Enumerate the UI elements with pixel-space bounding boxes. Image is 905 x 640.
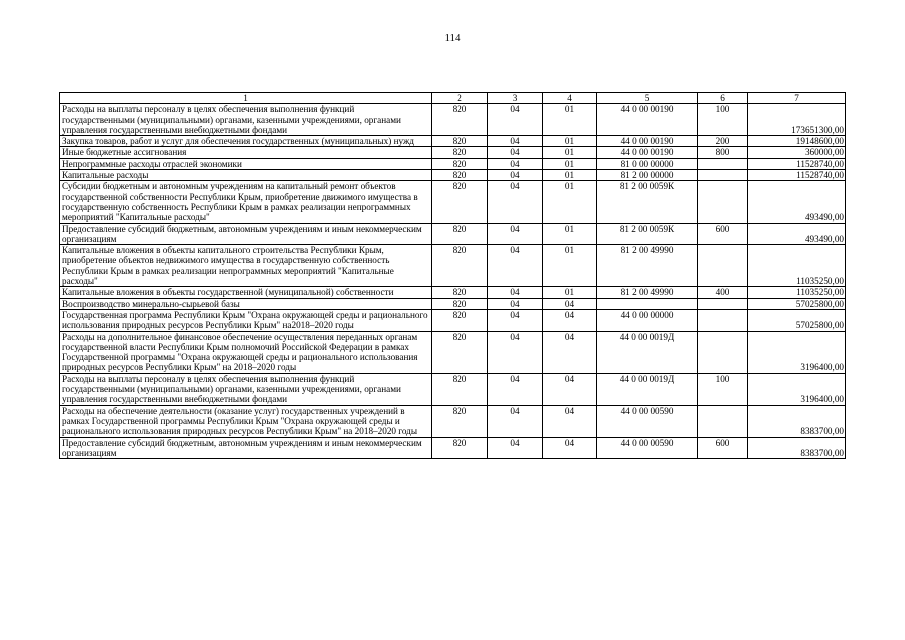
row-code-820: 820	[432, 309, 488, 331]
row-amount: 8383700,00	[748, 437, 846, 459]
row-subsection: 04	[543, 405, 597, 437]
table-row	[60, 309, 846, 331]
row-section: 04	[488, 437, 543, 459]
table-row	[60, 170, 846, 181]
row-code-820: 820	[432, 104, 488, 136]
row-amount: 57025800,00	[748, 298, 846, 309]
row-amount: 3196400,00	[748, 373, 846, 405]
row-subsection: 01	[543, 147, 597, 158]
row-description: Расходы на обеспечение деятельности (оказание услуг) государственных учреждений в рамках Государственной программы Республики Крым "Охрана окружающей среды и рационального использования природных ресурсов Республики Крым" на 2018–2020 годы	[60, 405, 432, 437]
row-subsection: 04	[543, 373, 597, 405]
row-type-code	[698, 405, 748, 437]
row-description: Непрограммные расходы отраслей экономики	[60, 158, 432, 169]
row-section: 04	[488, 405, 543, 437]
row-code-820: 820	[432, 181, 488, 223]
column-header: 4	[543, 93, 597, 104]
row-description: Воспроизводство минерально-сырьевой базы	[60, 298, 432, 309]
table-row	[60, 181, 846, 223]
row-subsection: 01	[543, 170, 597, 181]
row-code-820: 820	[432, 298, 488, 309]
row-description: Предоставление субсидий бюджетным, автономным учреждениям и иным некоммерческим организациям	[60, 223, 432, 245]
row-target-code: 81 2 00 0059К	[597, 223, 698, 245]
row-description: Расходы на дополнительное финансовое обеспечение осуществления переданных органам государственной власти Республики Крым полномочий Российской Федерации в рамках Государственной программы "Охрана окружающей среды и рационального использования природных ресурсов Республики Крым" на 2018–2020 годы	[60, 331, 432, 373]
row-section: 04	[488, 136, 543, 147]
row-section: 04	[488, 309, 543, 331]
row-code-820: 820	[432, 170, 488, 181]
table-row	[60, 223, 846, 245]
row-type-code: 100	[698, 373, 748, 405]
row-subsection: 01	[543, 223, 597, 245]
table-header-row	[60, 93, 846, 104]
row-subsection: 04	[543, 298, 597, 309]
row-target-code: 44 0 00 00000	[597, 309, 698, 331]
row-section: 04	[488, 104, 543, 136]
row-target-code: 44 0 00 00590	[597, 437, 698, 459]
row-section: 04	[488, 331, 543, 373]
row-amount: 11528740,00	[748, 158, 846, 169]
row-section: 04	[488, 373, 543, 405]
row-target-code: 44 0 00 0019Д	[597, 331, 698, 373]
row-amount: 8383700,00	[748, 405, 846, 437]
column-header: 6	[698, 93, 748, 104]
row-amount: 57025800,00	[748, 309, 846, 331]
row-type-code	[698, 170, 748, 181]
row-section: 04	[488, 245, 543, 287]
row-code-820: 820	[432, 287, 488, 298]
column-header: 3	[488, 93, 543, 104]
row-subsection: 04	[543, 437, 597, 459]
row-code-820: 820	[432, 158, 488, 169]
row-target-code: 81 2 00 49990	[597, 287, 698, 298]
row-code-820: 820	[432, 147, 488, 158]
row-type-code	[698, 298, 748, 309]
row-description: Расходы на выплаты персоналу в целях обеспечения выполнения функций государственными (муниципальными) органами, казенными учреждениями, органами управления государственными внебюджетными фондами	[60, 373, 432, 405]
row-description: Капитальные вложения в объекты государственной (муниципальной) собственности	[60, 287, 432, 298]
table-row	[60, 287, 846, 298]
row-target-code: 81 2 00 49990	[597, 245, 698, 287]
column-header: 5	[597, 93, 698, 104]
row-section: 04	[488, 223, 543, 245]
row-description: Государственная программа Республики Крым "Охрана окружающей среды и рационального использования природных ресурсов Республики Крым" на2018–2020 годы	[60, 309, 432, 331]
row-description: Иные бюджетные ассигнования	[60, 147, 432, 158]
table-row	[60, 405, 846, 437]
row-target-code: 44 0 00 00190	[597, 104, 698, 136]
row-target-code: 44 0 00 00190	[597, 136, 698, 147]
row-code-820: 820	[432, 437, 488, 459]
column-header: 2	[432, 93, 488, 104]
row-code-820: 820	[432, 245, 488, 287]
column-header: 1	[60, 93, 432, 104]
row-target-code: 44 0 00 0019Д	[597, 373, 698, 405]
row-target-code	[597, 298, 698, 309]
row-subsection: 01	[543, 104, 597, 136]
column-header: 7	[748, 93, 846, 104]
row-subsection: 01	[543, 181, 597, 223]
row-subsection: 01	[543, 287, 597, 298]
row-description: Капитальные вложения в объекты капитального строительства Республики Крым, приобретение объектов недвижимого имущества в государственную собственность Республики Крым в рамках реализации непрограммных мероприятий "Капитальные расходы"	[60, 245, 432, 287]
row-code-820: 820	[432, 223, 488, 245]
row-subsection: 01	[543, 136, 597, 147]
row-amount: 11035250,00	[748, 287, 846, 298]
table-row	[60, 373, 846, 405]
row-section: 04	[488, 298, 543, 309]
row-section: 04	[488, 287, 543, 298]
row-section: 04	[488, 147, 543, 158]
row-type-code: 200	[698, 136, 748, 147]
row-type-code	[698, 331, 748, 373]
row-description: Расходы на выплаты персоналу в целях обеспечения выполнения функций государственными (муниципальными) органами, казенными учреждениями, органами управления государственными внебюджетными фондами	[60, 104, 432, 136]
row-description: Субсидии бюджетным и автономным учреждениям на капитальный ремонт объектов государственной собственности Республики Крым, приобретение движимого имущества в государственную собственность Республики Крым в рамках реализации непрограммных мероприятий "Капитальные расходы"	[60, 181, 432, 223]
row-subsection: 04	[543, 331, 597, 373]
row-type-code	[698, 245, 748, 287]
row-type-code: 800	[698, 147, 748, 158]
row-subsection: 01	[543, 158, 597, 169]
budget-table	[59, 92, 846, 459]
row-code-820: 820	[432, 136, 488, 147]
row-type-code	[698, 158, 748, 169]
row-amount: 173651300,00	[748, 104, 846, 136]
row-description: Предоставление субсидий бюджетным, автономным учреждениям и иным некоммерческим организациям	[60, 437, 432, 459]
row-target-code: 81 0 00 00000	[597, 158, 698, 169]
row-target-code: 44 0 00 00190	[597, 147, 698, 158]
table-row	[60, 245, 846, 287]
row-description: Закупка товаров, работ и услуг для обеспечения государственных (муниципальных) нужд	[60, 136, 432, 147]
table-row	[60, 158, 846, 169]
row-subsection: 01	[543, 245, 597, 287]
row-amount: 360000,00	[748, 147, 846, 158]
row-subsection: 04	[543, 309, 597, 331]
row-type-code	[698, 309, 748, 331]
row-amount: 493490,00	[748, 223, 846, 245]
row-code-820: 820	[432, 373, 488, 405]
table-row	[60, 104, 846, 136]
row-section: 04	[488, 181, 543, 223]
row-target-code: 44 0 00 00590	[597, 405, 698, 437]
row-target-code: 81 2 00 00000	[597, 170, 698, 181]
row-code-820: 820	[432, 331, 488, 373]
row-type-code: 100	[698, 104, 748, 136]
row-description: Капитальные расходы	[60, 170, 432, 181]
row-type-code: 600	[698, 223, 748, 245]
row-section: 04	[488, 170, 543, 181]
row-type-code: 400	[698, 287, 748, 298]
row-type-code: 600	[698, 437, 748, 459]
table-row	[60, 136, 846, 147]
row-amount: 19148600,00	[748, 136, 846, 147]
table-row	[60, 437, 846, 459]
row-amount: 493490,00	[748, 181, 846, 223]
row-target-code: 81 2 00 0059К	[597, 181, 698, 223]
row-amount: 11035250,00	[748, 245, 846, 287]
row-section: 04	[488, 158, 543, 169]
row-type-code	[698, 181, 748, 223]
table-row	[60, 147, 846, 158]
table-body	[60, 104, 846, 459]
table-row	[60, 298, 846, 309]
row-amount: 11528740,00	[748, 170, 846, 181]
row-code-820: 820	[432, 405, 488, 437]
page-number: 114	[444, 32, 461, 44]
table-row	[60, 331, 846, 373]
row-amount: 3196400,00	[748, 331, 846, 373]
